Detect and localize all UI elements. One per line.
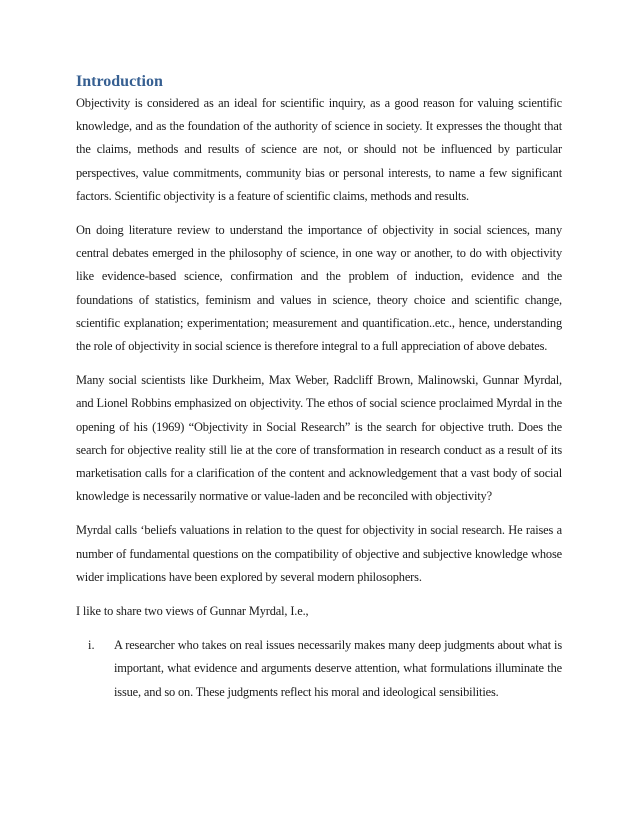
section-heading: Introduction [76, 73, 163, 90]
paragraph-myrdal-beliefs: Myrdal calls ‘beliefs valuations in relation to the quest for objectivity in social research. He raises a number of fundamental questions on the compatibility of objective and subjective knowledge whose wider implications have been explored by several modern philosophers. [76, 523, 562, 584]
myrdal-views-list [76, 634, 562, 704]
paragraph-objectivity-definition: Objectivity is considered as an ideal for scientific inquiry, as a good reason for valuing scientific knowledge, and as the foundation of the authority of science in society. It expresses the thought that the claims, methods and results of science are not, or should not be influenced by particular perspectives, value commitments, community bias or personal interests, to name a few significant factors. Scientific objectivity is a feature of scientific claims, methods and results. [76, 96, 562, 203]
document-body [76, 72, 562, 704]
list-item [76, 634, 562, 704]
list-item-text: A researcher who takes on real issues necessarily makes many deep judgments about what is important, what evidence and arguments deserve attention, what formulations illuminate the issue, and so on. These judgments reflect his moral and ideological sensibilities. [114, 638, 562, 699]
list-marker: i. [88, 638, 95, 653]
paragraph-social-scientists: Many social scientists like Durkheim, Max Weber, Radcliff Brown, Malinowski, Gunnar Myrdal, and Lionel Robbins emphasized on objectivity. The ethos of social science proclaimed Myrdal in the opening of his (1969) “Objectivity in Social Research” is the search for objective truth. Does the search for objective reality still lie at the core of transformation in research conduct as a result of its marketisation calls for a clarification of the content and acknowledgement that a vast body of social knowledge is necessarily normative or value-laden and be reconciled with objectivity? [76, 373, 562, 504]
paragraph-myrdal-views-intro: I like to share two views of Gunnar Myrdal, I.e., [76, 604, 309, 619]
paragraph-literature-review: On doing literature review to understand the importance of objectivity in social sciences, many central debates emerged in the philosophy of science, in one way or another, to do with objectivity like evidence-based science, confirmation and the problem of induction, evidence and the foundations of statistics, feminism and values in science, theory choice and scientific change, scientific explanation; experimentation; measurement and quantification..etc., hence, understanding the role of objectivity in social science is therefore integral to a full appreciation of above debates. [76, 223, 562, 354]
